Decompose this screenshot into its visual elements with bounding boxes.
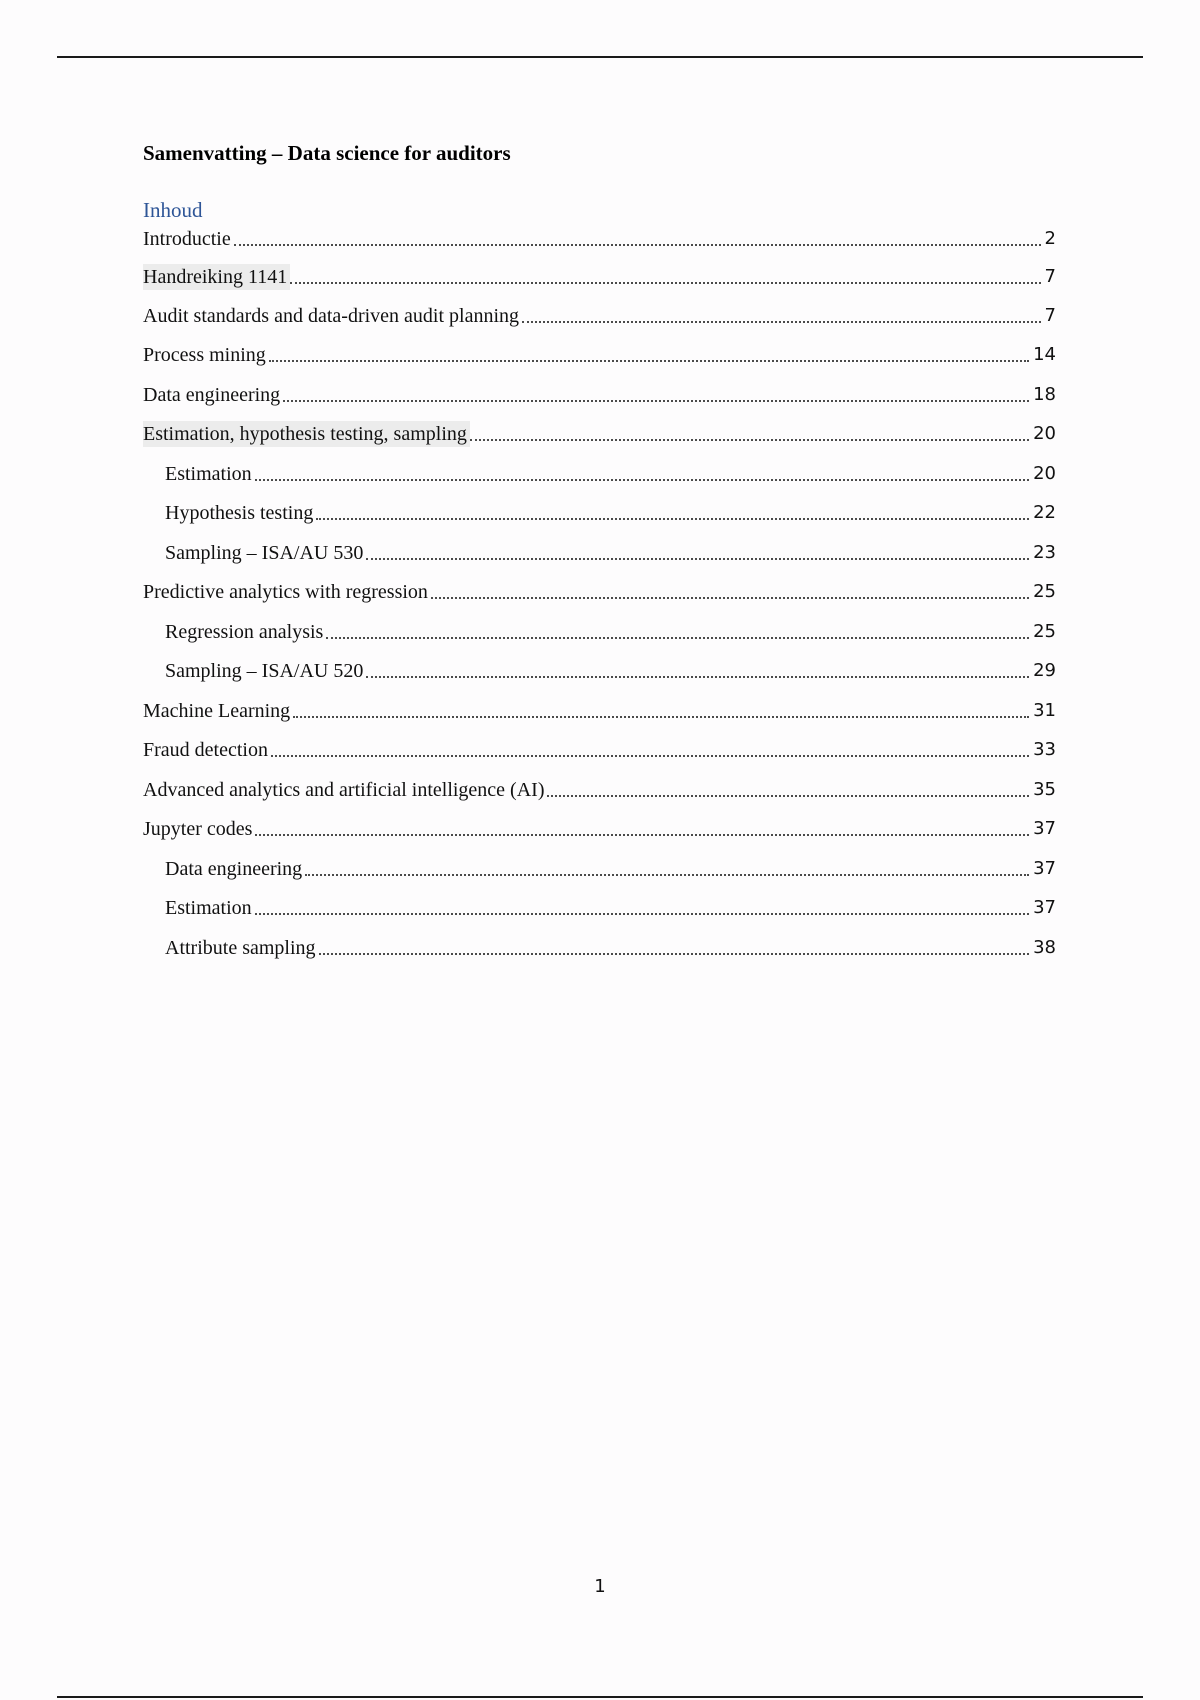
toc-subentry-estimation-code[interactable]: [165, 895, 1056, 921]
toc-entry-fraud-detection[interactable]: [143, 737, 1056, 763]
toc-entry-introductie[interactable]: [143, 226, 1056, 252]
toc-dot-leader: [470, 439, 1029, 441]
toc-entry-label: Jupyter codes: [143, 818, 253, 840]
toc-dot-leader: [283, 400, 1029, 402]
toc-subentry-hypothesis-testing[interactable]: [165, 500, 1056, 526]
toc-entry-page: 7: [1044, 266, 1056, 287]
toc-entry-page: 23: [1033, 542, 1056, 563]
toc-dot-leader: [547, 795, 1029, 797]
toc-entry-label: Data engineering: [143, 384, 281, 406]
toc-entry-page: 31: [1033, 700, 1056, 721]
toc-entry-page: 33: [1033, 739, 1056, 760]
toc-entry-page: 20: [1033, 463, 1056, 484]
toc-entry-label: Introductie: [143, 228, 231, 250]
toc-entry-label: Hypothesis testing: [165, 502, 314, 524]
toc-entry-label: Regression analysis: [165, 621, 324, 643]
toc-dot-leader: [290, 282, 1040, 284]
toc-entry-jupyter-codes[interactable]: [143, 816, 1056, 842]
toc-dot-leader: [431, 597, 1029, 599]
toc-entry-label: Estimation, hypothesis testing, sampling: [143, 421, 470, 447]
toc-entry-handreiking-1141[interactable]: [143, 264, 1056, 290]
page-bottom-rule: [57, 1696, 1143, 1698]
toc-entry-label: Estimation: [165, 463, 252, 485]
toc-entry-label: Machine Learning: [143, 700, 291, 722]
toc-dot-leader: [269, 360, 1029, 362]
toc-entry-advanced-analytics-ai[interactable]: [143, 777, 1056, 803]
document-title: Samenvatting – Data science for auditors: [143, 141, 511, 165]
toc-entry-page: 2: [1044, 228, 1056, 249]
toc-dot-leader: [316, 518, 1029, 520]
toc-heading: Inhoud: [143, 198, 203, 222]
toc-subentry-attribute-sampling[interactable]: [165, 935, 1056, 961]
toc-entry-page: 22: [1033, 502, 1056, 523]
toc-dot-leader: [255, 479, 1029, 481]
toc-entry-label: Process mining: [143, 344, 266, 366]
toc-entry-page: 14: [1033, 344, 1056, 365]
toc-dot-leader: [366, 676, 1029, 678]
toc-entry-label: Sampling – ISA/AU 520: [165, 660, 364, 682]
toc-entry-label: Estimation: [165, 897, 252, 919]
toc-entry-data-engineering[interactable]: [143, 382, 1056, 408]
toc-entry-page: 37: [1033, 897, 1056, 918]
toc-subentry-sampling-520[interactable]: [165, 658, 1056, 684]
toc-dot-leader: [366, 558, 1029, 560]
toc-dot-leader: [305, 874, 1029, 876]
toc-dot-leader: [255, 834, 1029, 836]
page-top-rule: [57, 56, 1143, 58]
toc-subentry-sampling-530[interactable]: [165, 540, 1056, 566]
toc-entry-label: Handreiking 1141: [143, 264, 290, 290]
page-number: 1: [594, 1576, 606, 1597]
toc-entry-label: Fraud detection: [143, 739, 268, 761]
toc-dot-leader: [522, 321, 1041, 323]
toc-entry-label: Sampling – ISA/AU 530: [165, 542, 364, 564]
toc-dot-leader: [271, 755, 1029, 757]
toc-entry-label: Data engineering: [165, 858, 303, 880]
toc-dot-leader: [326, 637, 1029, 639]
toc-dot-leader: [293, 716, 1029, 718]
toc-entry-label: Advanced analytics and artificial intelligence (AI): [143, 779, 545, 801]
toc-entry-page: 25: [1033, 581, 1056, 602]
toc-entry-page: 7: [1044, 305, 1056, 326]
toc-entry-predictive-analytics[interactable]: [143, 579, 1056, 605]
toc-entry-page: 25: [1033, 621, 1056, 642]
toc-entry-process-mining[interactable]: [143, 342, 1056, 368]
toc-entry-page: 18: [1033, 384, 1056, 405]
toc-entry-machine-learning[interactable]: [143, 698, 1056, 724]
toc-entry-audit-standards[interactable]: [143, 303, 1056, 329]
toc-entry-label: Predictive analytics with regression: [143, 581, 428, 603]
toc-entry-page: 37: [1033, 818, 1056, 839]
toc-entry-estimation-hypothesis-sampling[interactable]: [143, 421, 1056, 447]
toc-entry-page: 29: [1033, 660, 1056, 681]
toc-subentry-data-engineering[interactable]: [165, 856, 1056, 882]
toc-entry-page: 35: [1033, 779, 1056, 800]
toc-entry-page: 37: [1033, 858, 1056, 879]
toc-subentry-regression-analysis[interactable]: [165, 619, 1056, 645]
toc-dot-leader: [319, 953, 1030, 955]
toc-entry-label: Audit standards and data-driven audit planning: [143, 305, 520, 327]
toc-dot-leader: [255, 913, 1029, 915]
toc-subentry-estimation[interactable]: [165, 461, 1056, 487]
toc-entry-label: Attribute sampling: [165, 937, 316, 959]
toc-entry-page: 20: [1033, 423, 1056, 444]
toc-entry-page: 38: [1033, 937, 1056, 958]
toc-dot-leader: [234, 244, 1041, 246]
